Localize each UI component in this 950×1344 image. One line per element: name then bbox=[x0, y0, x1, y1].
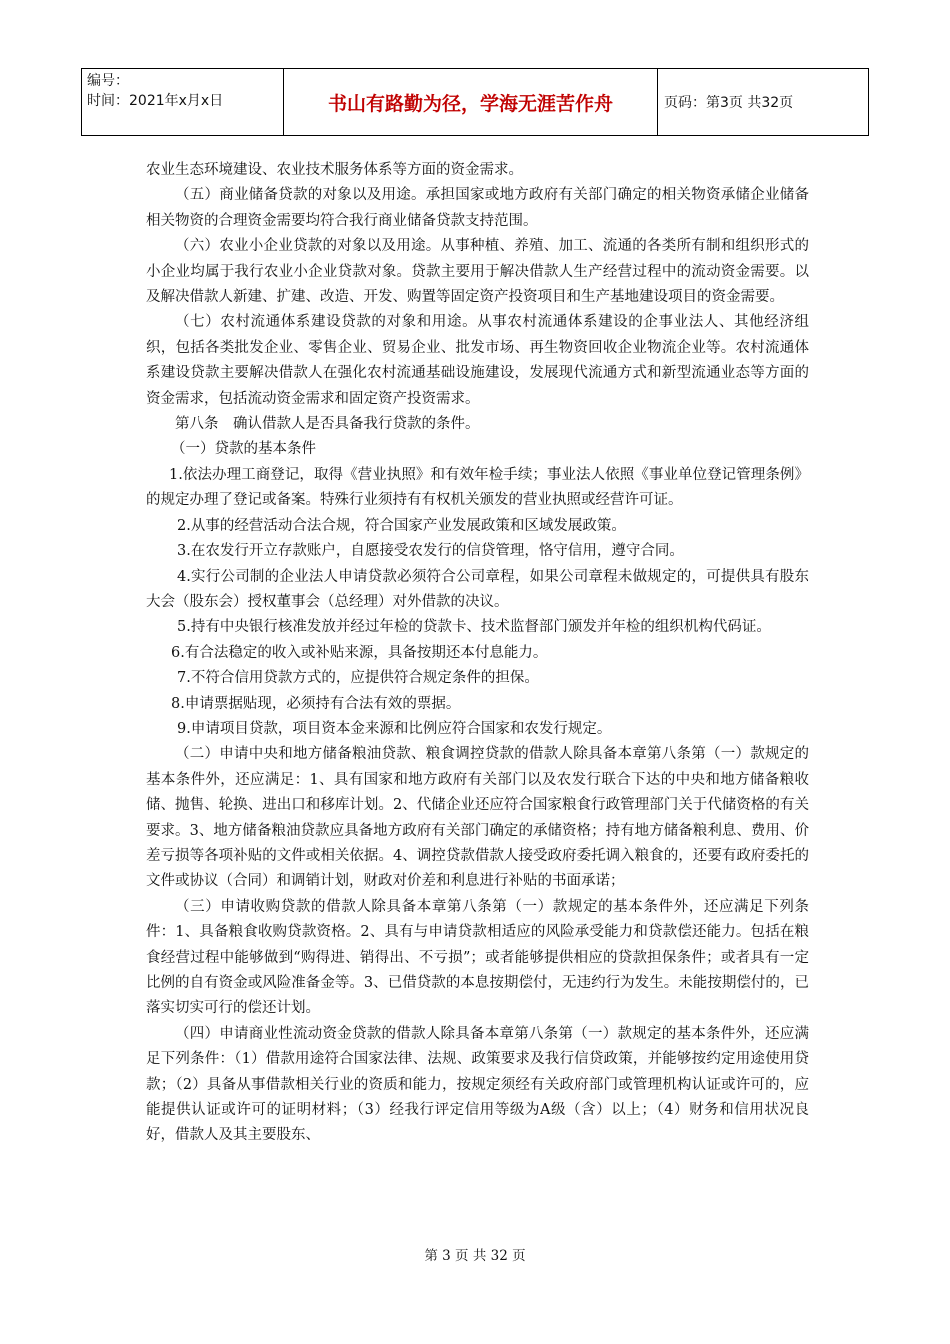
list-item: 5.持有中央银行核准发放并经过年检的贷款卡、技术监督部门颁发并年检的组织机构代码证。 bbox=[177, 619, 771, 636]
header-meta-cell bbox=[82, 69, 284, 135]
paragraph: （七）农村流通体系建设贷款的对象和用途。从事农村流通体系建设的企事业法人、其他经济组织，包括各类批发企业、零售企业、贸易企业、批发市场、再生物资回收企业物流企业等。农村流通体系建设贷款主要解决借款人在强化农村流通基础设施建设，发展现代流通方式和新型流通业态等方面的资金需求，包括流动资金需求和固定资产投资需求。 bbox=[146, 314, 809, 407]
list-item: 2.从事的经营活动合法合规，符合国家产业发展政策和区域发展政策。 bbox=[177, 517, 626, 534]
list-item: 9.申请项目贷款，项目资本金来源和比例应符合国家和农发行规定。 bbox=[177, 720, 612, 737]
document-number-label: 编号： bbox=[87, 73, 129, 89]
paragraph: （五）商业储备贷款的对象以及用途。承担国家或地方政府有关部门确定的相关物资承储企业储备相关物资的合理资金需要均符合我行商业储备贷款支持范围。 bbox=[146, 187, 809, 229]
paragraph: （二）申请中央和地方储备粮油贷款、粮食调控贷款的借款人除具备本章第八条第（一）款规定的基本条件外，还应满足：1、具有国家和地方政府有关部门以及农发行联合下达的中央和地方储备粮收储、抛售、轮换、进出口和移库计划。2、代储企业还应符合国家粮食行政管理部门关于代储资格的有关要求。3、地方储备粮油贷款应具备地方政府有关部门确定的承储资格；持有地方储备粮利息、费用、价差亏损等各项补贴的文件或相关依据。4、调控贷款借款人接受政府委托调入粮食的，还要有政府委托的文件或协议（合同）和调销计划，财政对价差和利息进行补贴的书面承诺； bbox=[146, 746, 809, 890]
paragraph: （六）农业小企业贷款的对象以及用途。从事种植、养殖、加工、流通的各类所有制和组织形式的小企业均属于我行农业小企业贷款对象。贷款主要用于解决借款人生产经营过程中的流动资金需要。以及解决借款人新建、扩建、改造、开发、购置等固定资产投资项目和生产基地建设项目的资金需要。 bbox=[146, 238, 809, 306]
list-item: 1.依法办理工商登记，取得《营业执照》和有效年检手续；事业法人依照《事业单位登记管理条例》的规定办理了登记或备案。特殊行业须持有有权机关颁发的营业执照或经营许可证。 bbox=[146, 466, 809, 509]
list-item: 4.实行公司制的企业法人申请贷款必须符合公司章程，如果公司章程未做规定的，可提供具有股东大会（股东会）授权董事会（总经理）对外借款的决议。 bbox=[146, 568, 809, 610]
document-date: 时间：2021年x月x日 bbox=[87, 93, 224, 109]
document-body bbox=[146, 158, 809, 1149]
list-item: 7.不符合信用贷款方式的，应提供符合规定条件的担保。 bbox=[177, 670, 539, 687]
header-motto: 书山有路勤为径，学海无涯苦作舟 bbox=[284, 69, 658, 135]
page-header-table bbox=[81, 68, 869, 136]
paragraph: 农业生态环境建设、农业技术服务体系等方面的资金需求。 bbox=[146, 162, 523, 178]
list-item: 6.有合法稳定的收入或补贴来源，具备按期还本付息能力。 bbox=[171, 644, 548, 661]
list-item: 8.申请票据贴现，必须持有合法有效的票据。 bbox=[171, 695, 461, 712]
paragraph: （四）申请商业性流动资金贷款的借款人除具备本章第八条第（一）款规定的基本条件外，还应满足下列条件：（1）借款用途符合国家法律、法规、政策要求及我行信贷政策，并能够按约定用途使用贷款；（2）具备从事借款相关行业的资质和能力，按规定须经有关政府部门或管理机构认证或许可的，应能提供认证或许可的证明材料；（3）经我行评定信用等级为A级（含）以上；（4）财务和信用状况良好，借款人及其主要股东、 bbox=[146, 1025, 809, 1144]
page-footer: 第 3 页 共 32 页 bbox=[424, 1248, 526, 1264]
header-page-info: 页码：第3页 共32页 bbox=[664, 95, 794, 111]
article-heading: 第八条 确认借款人是否具备我行贷款的条件。 bbox=[175, 416, 480, 433]
paragraph: （三）申请收购贷款的借款人除具备本章第八条第（一）款规定的基本条件外，还应满足下列条件：1、具备粮食收购贷款资格。2、具有与申请贷款相适应的风险承受能力和贷款偿还能力。包括在粮食经营过程中能够做到“购得进、销得出、不亏损”；或者能够提供相应的贷款担保条件；或者具有一定比例的自有资金或风险准备金等。3、已借贷款的本息按期偿付，无违约行为发生。未能按期偿付的，已落实切实可行的偿还计划。 bbox=[146, 898, 809, 1017]
list-item: 3.在农发行开立存款账户，自愿接受农发行的信贷管理，恪守信用，遵守合同。 bbox=[177, 543, 684, 560]
section-heading: （一）贷款的基本条件 bbox=[171, 441, 316, 458]
